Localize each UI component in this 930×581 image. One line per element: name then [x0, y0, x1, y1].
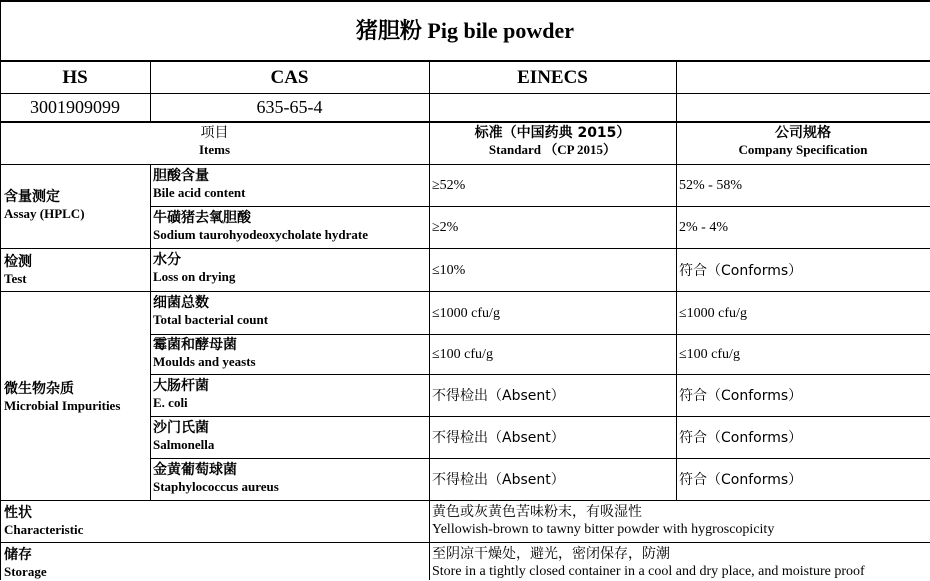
company-value: 符合（Conforms） — [679, 263, 803, 279]
company-value: 2% - 4% — [679, 220, 728, 235]
standard-value: 不得检出（Absent） — [432, 430, 565, 446]
item-en: Moulds and yeasts — [153, 354, 256, 369]
item-cn: 细菌总数 — [153, 295, 209, 311]
group-assay-en: Assay (HPLC) — [4, 206, 85, 221]
company-value: 符合（Conforms） — [679, 472, 803, 488]
item-cn: 水分 — [153, 252, 181, 268]
characteristic-en: Yellowish-brown to tawny bitter powder with hygroscopicity — [432, 522, 775, 537]
item-en: Staphylococcus aureus — [153, 479, 279, 494]
group-storage-cn: 储存 — [4, 547, 32, 563]
company-value: 符合（Conforms） — [679, 430, 803, 446]
company-header — [676, 124, 930, 158]
group-micro — [4, 380, 120, 414]
item-name — [153, 336, 256, 370]
standard-value: ≥52% — [432, 178, 466, 193]
einecs-label: EINECS — [517, 67, 588, 88]
hs-label: HS — [62, 67, 88, 88]
item-name — [153, 294, 268, 328]
characteristic-text — [432, 503, 774, 539]
item-cn: 大肠杆菌 — [153, 378, 209, 394]
item-en: Loss on drying — [153, 269, 236, 284]
standard-value: ≤1000 cfu/g — [432, 306, 500, 321]
company-header-cn: 公司规格 — [775, 125, 831, 141]
group-storage — [4, 546, 47, 580]
standard-value: 不得检出（Absent） — [432, 388, 565, 404]
standard-value: ≥2% — [432, 220, 459, 235]
group-micro-cn: 微生物杂质 — [4, 381, 74, 397]
group-test — [4, 253, 32, 287]
items-header-cn: 项目 — [200, 125, 229, 141]
company-value: ≤100 cfu/g — [679, 347, 740, 362]
item-en: Salmonella — [153, 437, 215, 452]
item-cn: 金黄葡萄球菌 — [153, 462, 237, 478]
standard-value: 不得检出（Absent） — [432, 472, 565, 488]
standard-header — [429, 124, 676, 158]
items-header-en: Items — [198, 142, 231, 157]
characteristic-cn: 黄色或灰黄色苦味粉末，有吸湿性 — [432, 504, 642, 520]
company-value: 52% - 58% — [679, 178, 742, 193]
item-name — [153, 419, 214, 453]
item-cn: 胆酸含量 — [153, 168, 209, 184]
title-text: 猪胆粉 Pig bile powder — [355, 18, 575, 43]
item-en: Total bacterial count — [153, 312, 269, 327]
cas-label: CAS — [270, 67, 309, 88]
items-header — [0, 124, 429, 158]
item-name — [153, 167, 245, 201]
standard-header-cn: 标准（中国药典 2015） — [474, 125, 631, 141]
hs-value: 3001909099 — [30, 97, 120, 117]
item-en: E. coli — [153, 395, 188, 410]
company-header-en: Company Specification — [738, 142, 868, 157]
standard-header-en: Standard （CP 2015） — [488, 142, 617, 157]
item-name — [153, 251, 235, 285]
group-test-cn: 检测 — [4, 254, 32, 270]
item-name — [153, 209, 368, 243]
group-test-en: Test — [4, 271, 27, 286]
standard-value: ≤10% — [432, 263, 466, 278]
group-storage-en: Storage — [4, 564, 47, 579]
item-en: Sodium taurohyodeoxycholate hydrate — [153, 227, 368, 242]
standard-value: ≤100 cfu/g — [432, 347, 493, 362]
group-micro-en: Microbial Impurities — [4, 398, 121, 413]
group-characteristic — [4, 504, 83, 538]
group-char-cn: 性状 — [4, 505, 32, 521]
company-value: ≤1000 cfu/g — [679, 306, 747, 321]
group-char-en: Characteristic — [4, 522, 84, 537]
cas-value: 635-65-4 — [256, 97, 323, 117]
item-name — [153, 461, 279, 495]
group-assay — [4, 188, 85, 222]
item-en: Bile acid content — [153, 185, 246, 200]
company-value: 符合（Conforms） — [679, 388, 803, 404]
item-cn: 沙门氏菌 — [153, 420, 209, 436]
item-cn: 霉菌和酵母菌 — [153, 337, 237, 353]
page-title — [0, 16, 930, 46]
item-cn: 牛磺猪去氧胆酸 — [153, 210, 251, 226]
storage-text — [432, 545, 865, 581]
group-assay-cn: 含量测定 — [4, 189, 60, 205]
storage-cn: 至阴凉干燥处，避光，密闭保存，防潮 — [432, 546, 670, 562]
item-name — [153, 377, 209, 411]
storage-en: Store in a tightly closed container in a cool and dry place, and moisture proof — [432, 564, 865, 579]
